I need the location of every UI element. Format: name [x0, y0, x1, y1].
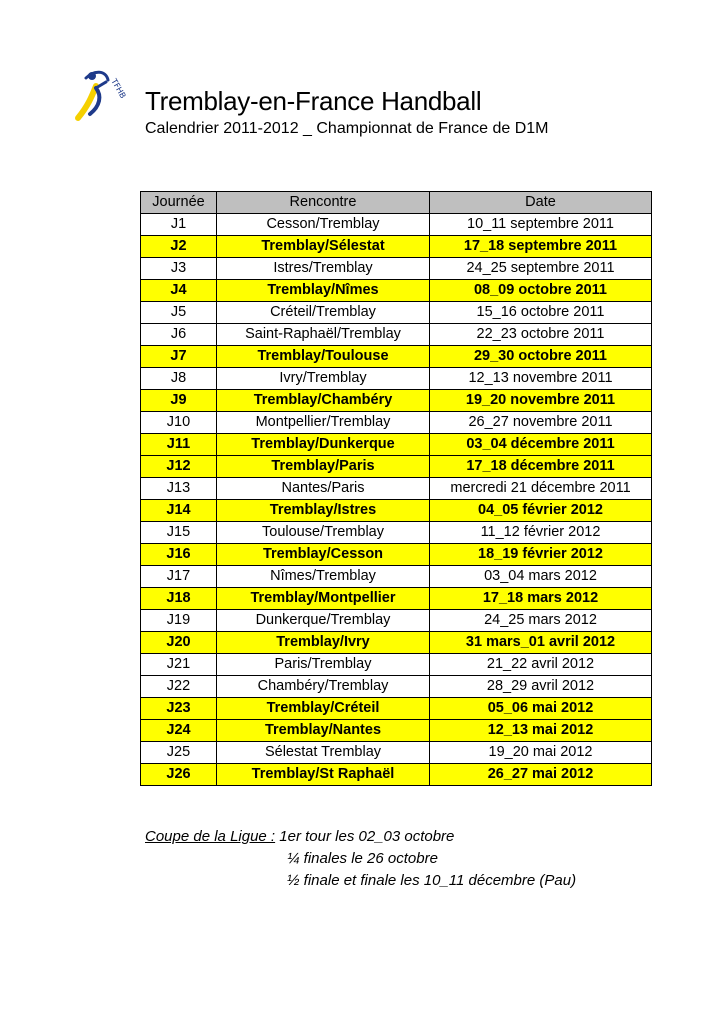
- table-row: [141, 456, 652, 478]
- cell-date: 17_18 décembre 2011: [430, 456, 652, 478]
- cell-rencontre: Ivry/Tremblay: [217, 368, 430, 390]
- cell-rencontre: Paris/Tremblay: [217, 654, 430, 676]
- coupe-quarter-finals: ¼ finales le 26 octobre: [287, 850, 438, 867]
- cell-journee: J16: [141, 544, 217, 566]
- cell-rencontre: Cesson/Tremblay: [217, 214, 430, 236]
- table-body: [141, 214, 652, 786]
- cell-date: 12_13 novembre 2011: [430, 368, 652, 390]
- cell-journee: J24: [141, 720, 217, 742]
- table-row: [141, 500, 652, 522]
- cell-date: 24_25 septembre 2011: [430, 258, 652, 280]
- table-row: [141, 544, 652, 566]
- cell-journee: J23: [141, 698, 217, 720]
- cell-journee: J4: [141, 280, 217, 302]
- coupe-line-1: [145, 826, 576, 848]
- table-row: [141, 478, 652, 500]
- cell-journee: J21: [141, 654, 217, 676]
- cell-journee: J5: [141, 302, 217, 324]
- cell-date: 15_16 octobre 2011: [430, 302, 652, 324]
- cell-journee: J1: [141, 214, 217, 236]
- coupe-first-round: 1er tour les 02_03 octobre: [279, 828, 455, 845]
- cell-date: 26_27 novembre 2011: [430, 412, 652, 434]
- table-row: [141, 324, 652, 346]
- table-row: [141, 280, 652, 302]
- table-row: [141, 368, 652, 390]
- cell-date: 29_30 octobre 2011: [430, 346, 652, 368]
- cell-date: 31 mars_01 avril 2012: [430, 632, 652, 654]
- table-row: [141, 302, 652, 324]
- cell-rencontre: Tremblay/Sélestat: [217, 236, 430, 258]
- cell-journee: J26: [141, 764, 217, 786]
- cell-date: 18_19 février 2012: [430, 544, 652, 566]
- table-row: [141, 676, 652, 698]
- cell-rencontre: Nantes/Paris: [217, 478, 430, 500]
- cell-rencontre: Tremblay/Toulouse: [217, 346, 430, 368]
- table-row: [141, 632, 652, 654]
- cell-rencontre: Dunkerque/Tremblay: [217, 610, 430, 632]
- header-date: Date: [430, 192, 652, 214]
- cell-rencontre: Tremblay/Istres: [217, 500, 430, 522]
- table-row: [141, 412, 652, 434]
- cell-date: 22_23 octobre 2011: [430, 324, 652, 346]
- coupe-de-la-ligue: [145, 826, 576, 892]
- coupe-semi-and-final: ½ finale et finale les 10_11 décembre (Pau): [287, 872, 577, 889]
- cell-rencontre: Saint-Raphaël/Tremblay: [217, 324, 430, 346]
- cell-rencontre: Toulouse/Tremblay: [217, 522, 430, 544]
- table-row: [141, 236, 652, 258]
- cell-date: 11_12 février 2012: [430, 522, 652, 544]
- header-rencontre: Rencontre: [217, 192, 430, 214]
- cell-date: 10_11 septembre 2011: [430, 214, 652, 236]
- cell-date: 17_18 septembre 2011: [430, 236, 652, 258]
- cell-journee: J18: [141, 588, 217, 610]
- cell-journee: J7: [141, 346, 217, 368]
- cell-rencontre: Montpellier/Tremblay: [217, 412, 430, 434]
- header-journee: Journée: [141, 192, 217, 214]
- table-row: [141, 764, 652, 786]
- table-row: [141, 654, 652, 676]
- cell-rencontre: Istres/Tremblay: [217, 258, 430, 280]
- cell-date: 12_13 mai 2012: [430, 720, 652, 742]
- cell-journee: J9: [141, 390, 217, 412]
- cell-rencontre: Tremblay/Paris: [217, 456, 430, 478]
- cell-date: 04_05 février 2012: [430, 500, 652, 522]
- cell-rencontre: Tremblay/Nantes: [217, 720, 430, 742]
- cell-rencontre: Tremblay/Créteil: [217, 698, 430, 720]
- table-row: [141, 588, 652, 610]
- cell-rencontre: Tremblay/Nîmes: [217, 280, 430, 302]
- club-logo: [72, 66, 138, 126]
- table-row: [141, 434, 652, 456]
- calendar-table: [140, 191, 652, 786]
- cell-rencontre: Tremblay/St Raphaël: [217, 764, 430, 786]
- cell-date: 03_04 décembre 2011: [430, 434, 652, 456]
- cell-journee: J3: [141, 258, 217, 280]
- cell-date: 08_09 octobre 2011: [430, 280, 652, 302]
- cell-journee: J25: [141, 742, 217, 764]
- cell-journee: J14: [141, 500, 217, 522]
- cell-date: 05_06 mai 2012: [430, 698, 652, 720]
- cell-journee: J2: [141, 236, 217, 258]
- cell-date: 21_22 avril 2012: [430, 654, 652, 676]
- table-header-row: [141, 192, 652, 214]
- cell-journee: J19: [141, 610, 217, 632]
- svg-text:TFHB: TFHB: [109, 77, 128, 100]
- table-row: [141, 720, 652, 742]
- table-row: [141, 214, 652, 236]
- cell-rencontre: Tremblay/Cesson: [217, 544, 430, 566]
- cell-journee: J8: [141, 368, 217, 390]
- table-row: [141, 258, 652, 280]
- table-row: [141, 610, 652, 632]
- table-row: [141, 390, 652, 412]
- table-row: [141, 346, 652, 368]
- cell-journee: J17: [141, 566, 217, 588]
- cell-journee: J20: [141, 632, 217, 654]
- cell-rencontre: Créteil/Tremblay: [217, 302, 430, 324]
- cell-rencontre: Sélestat Tremblay: [217, 742, 430, 764]
- cell-journee: J22: [141, 676, 217, 698]
- cell-rencontre: Tremblay/Montpellier: [217, 588, 430, 610]
- cell-journee: J6: [141, 324, 217, 346]
- cell-date: 03_04 mars 2012: [430, 566, 652, 588]
- cell-rencontre: Nîmes/Tremblay: [217, 566, 430, 588]
- coupe-label: Coupe de la Ligue :: [145, 828, 276, 845]
- cell-date: 26_27 mai 2012: [430, 764, 652, 786]
- cell-date: 19_20 novembre 2011: [430, 390, 652, 412]
- cell-date: 17_18 mars 2012: [430, 588, 652, 610]
- table-row: [141, 566, 652, 588]
- page-title: Tremblay-en-France Handball: [145, 86, 482, 116]
- cell-rencontre: Tremblay/Dunkerque: [217, 434, 430, 456]
- page-subtitle: Calendrier 2011-2012 _ Championnat de France de D1M: [145, 120, 549, 137]
- table-row: [141, 698, 652, 720]
- cell-date: 28_29 avril 2012: [430, 676, 652, 698]
- cell-journee: J12: [141, 456, 217, 478]
- cell-journee: J11: [141, 434, 217, 456]
- cell-date: mercredi 21 décembre 2011: [430, 478, 652, 500]
- table-row: [141, 522, 652, 544]
- cell-rencontre: Tremblay/Chambéry: [217, 390, 430, 412]
- cell-date: 24_25 mars 2012: [430, 610, 652, 632]
- cell-journee: J10: [141, 412, 217, 434]
- cell-rencontre: Tremblay/Ivry: [217, 632, 430, 654]
- cell-journee: J15: [141, 522, 217, 544]
- cell-rencontre: Chambéry/Tremblay: [217, 676, 430, 698]
- cell-journee: J13: [141, 478, 217, 500]
- cell-date: 19_20 mai 2012: [430, 742, 652, 764]
- table-row: [141, 742, 652, 764]
